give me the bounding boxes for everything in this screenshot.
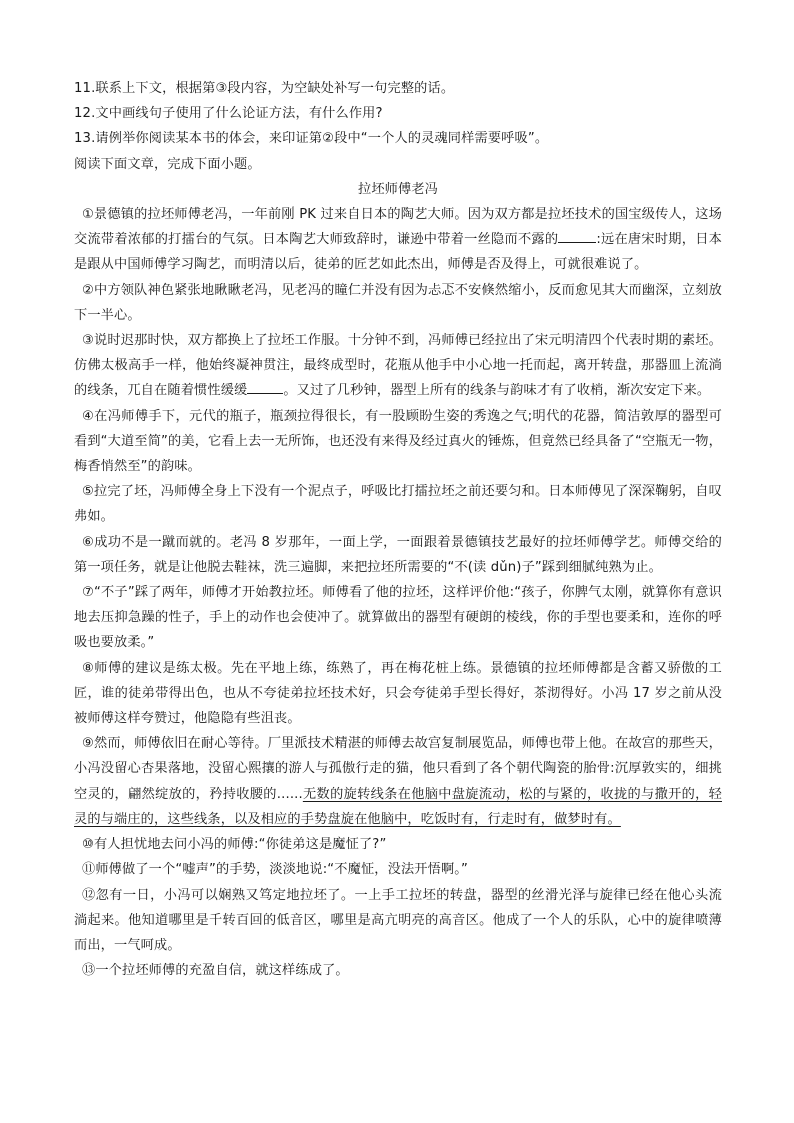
paragraph-6: ⑥成功不是一蹴而就的。老冯 8 岁那年，一面上学，一面跟着景德镇技艺最好的拉坯师傅学艺。师傅交给的第一项任务，就是让他脱去鞋袜，洗三遍脚，来把拉坯所需要的“不(读 dǔn)子”踩到细腻纯熟为止。 (74, 534, 722, 575)
paragraph-4: ④在冯师傅手下，元代的瓶子，瓶颈拉得很长，有一股顾盼生姿的秀逸之气;明代的花器，简洁敦厚的器型可看到“大道至简”的美，它看上去一无所饰，也还没有来得及经过真火的锤炼，但竟然已经具备了“空瓶无一物，梅香悄然至”的韵味。 (74, 408, 722, 475)
reading-instruction: 阅读下面文章，完成下面小题。 (74, 156, 261, 172)
paragraph-1-text-b: :远在唐宋时期，日本是跟从中国师傅学习陶艺，而明清以后，徒弟的匠艺如此杰出，师傅是否及得上，可就很难说了。 (74, 232, 722, 273)
paragraph-2: ②中方领队神色紧张地瞅瞅老冯，见老冯的瞳仁并没有因为忐忑不安倏然缩小，反而愈见其大而幽深，立刻放下一半心。 (74, 282, 722, 323)
underlined-sentence: 无数的旋转线条在他脑中盘旋流动，松的与紧的，收拢的与撒开的，轻灵的与端庄的，这些线条，以及相应的手势盘旋在他脑中，吃饭时有，行走时有，做梦时有。 (74, 786, 722, 827)
question-13: 13.请例举你阅读某本书的体会，来印证第②段中“一个人的灵魂同样需要呼吸”。 (74, 131, 549, 147)
article-title: 拉坯师傅老冯 (357, 181, 439, 197)
paragraph-11: ⑪师傅做了一个“嘘声”的手势，淡淡地说:“不魔怔，没法开悟啊。” (82, 862, 469, 878)
paragraph-12: ⑫忽有一日，小冯可以娴熟又笃定地拉坯了。一上手工拉坯的转盘，器型的丝滑光泽与旋律已经在他心头流淌起来。他知道哪里是千转百回的低音区，哪里是高亢明亮的高音区。他成了一个人的乐队，心中的旋律喷薄而出，一气呵成。 (74, 887, 722, 953)
paragraph-3-text-a: ③说时迟那时快，双方都换上了拉坯工作服。十分钟不到，冯师傅已经拉出了宋元明清四个代表时期的素坯。仿佛太极高手一样，他始终凝神贯注，最终成型时，花瓶从他手中小心地一托而起，离开转盘，那器皿上流淌的线条，兀自在随着惯性缓缓 (74, 333, 722, 399)
fill-blank-2 (247, 379, 283, 394)
paragraph-10: ⑩有人担忧地去问小冯的师傅:“你徒弟这是魔怔了?” (82, 837, 387, 853)
paragraph-9 (74, 731, 722, 832)
paragraph-3 (74, 328, 722, 404)
paragraph-9-text-a: ⑨然而，师傅依旧在耐心等待。厂里派技术精湛的师傅去故宫复制展览品，师傅也带上他。在故宫的那些天，小冯没留心杏果落地，没留心熙攘的游人与孤傲行走的猫，他只看到了各个朝代陶瓷的胎骨:沉厚敦实的，细挑空灵的，翩然绽放的，矜持收腰的...... (74, 736, 722, 802)
paragraph-1 (74, 202, 722, 278)
paragraph-13: ⑬一个拉坯师傅的充盈自信，就这样练成了。 (82, 963, 349, 979)
paragraph-8: ⑧师傅的建议是练太极。先在平地上练，练熟了，再在梅花桩上练。景德镇的拉坯师傅都是含蓄又骄傲的工匠，谁的徒弟带得出色，也从不夸徒弟拉坯技术好，只会夸徒弟手型长得好，茶沏得好。小冯 17 岁之前从没被师傅这样夸赞过，他隐隐有些沮丧。 (74, 660, 722, 727)
document-content (74, 76, 722, 983)
fill-blank-1 (558, 228, 596, 243)
paragraph-1-text-a: ①景德镇的拉坯师傅老冯，一年前刚 PK 过来自日本的陶艺大师。因为双方都是拉坯技术的国宝级传人，这场交流带着浓郁的打擂台的气氛。日本陶艺大师致辞时，谦逊中带着一丝隐而不露的 (74, 207, 722, 248)
question-12: 12.文中画线句子使用了什么论证方法，有什么作用? (74, 106, 383, 122)
question-11: 11.联系上下文，根据第③段内容，为空缺处补写一句完整的话。 (74, 81, 455, 96)
paragraph-3-text-b: 。又过了几秒钟，器型上所有的线条与韵味才有了收梢，渐次安定下来。 (283, 383, 711, 399)
paragraph-5: ⑤拉完了坯，冯师傅全身上下没有一个泥点子，呼吸比打擂拉坯之前还要匀和。日本师傅见了深深鞠躬，自叹弗如。 (74, 484, 722, 525)
paragraph-7: ⑦“不子”踩了两年，师傅才开始教拉坯。师傅看了他的拉坯，这样评价他:“孩子，你脾气太刚，就算你有意识地去压抑急躁的性子，手上的动作也会使冲了。就算做出的器型有硬朗的棱线，你的手型也要柔和，连你的呼吸也要放柔。” (74, 585, 722, 651)
